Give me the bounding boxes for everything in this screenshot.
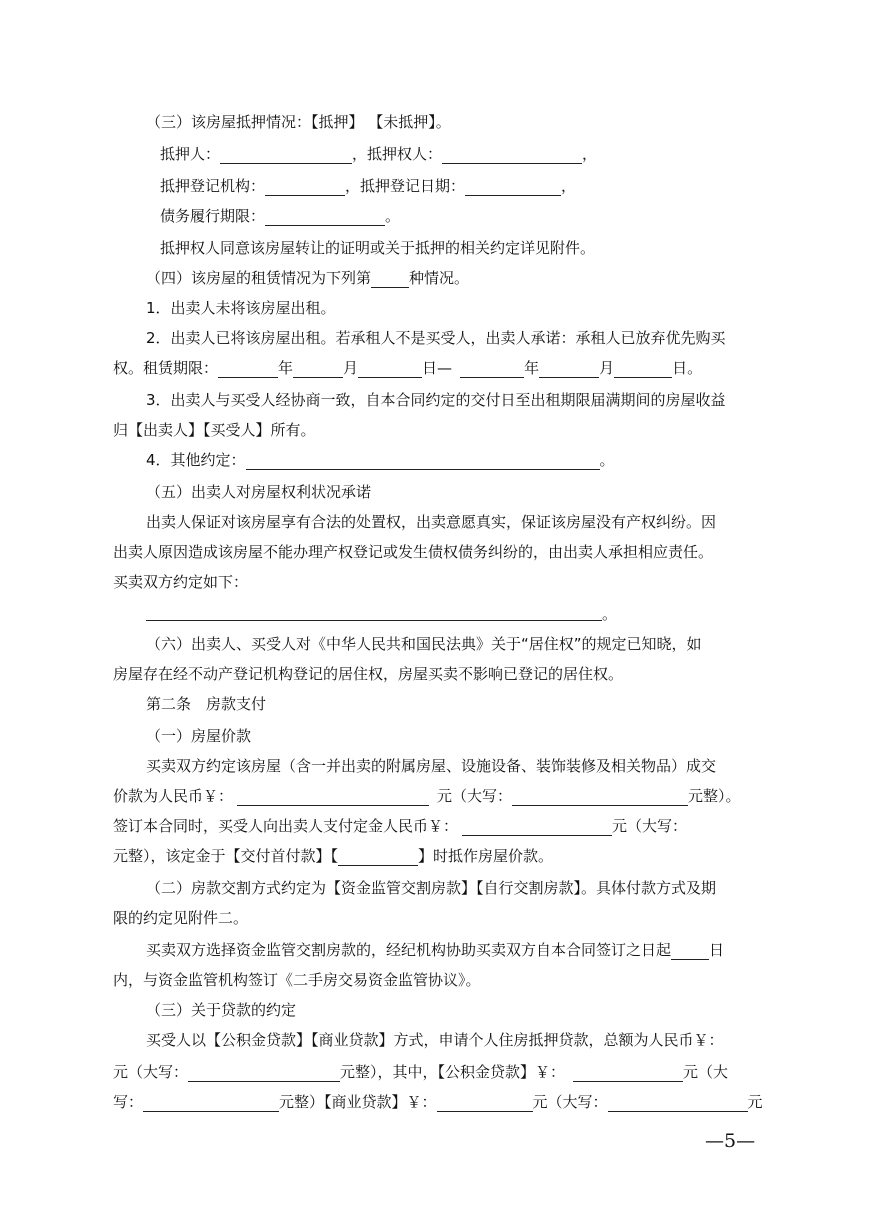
mortgage-registry-line xyxy=(160,176,576,196)
end-day-label: 日。 xyxy=(672,359,703,377)
lease-item-3-cont: 归【出卖人】【买受人】所有。 xyxy=(113,421,316,439)
price-amount-line xyxy=(113,786,741,806)
registry-blank[interactable] xyxy=(265,177,345,196)
mortgagee-label: ，抵押权人： xyxy=(352,145,443,163)
provident-capital-blank[interactable] xyxy=(143,1093,279,1112)
mortgagee-end: ， xyxy=(582,145,598,163)
rights-paragraph-1: 出卖人保证对该房屋享有合法的处置权，出卖意愿真实，保证该房屋没有产权纠纷。因 xyxy=(146,513,717,531)
mortgagor-label: 抵押人： xyxy=(160,145,221,163)
other-agreement-end: 。 xyxy=(599,451,615,469)
mortgagor-blank[interactable] xyxy=(220,145,352,164)
price-paragraph: 买卖双方约定该房屋（含一并出卖的附属房屋、设施设备、装饰装修及相关物品）成交 xyxy=(146,757,717,775)
escrow-line-cont: 内，与资金监管机构签订《二手房交易资金监管协议》。 xyxy=(113,971,481,989)
deposit-label: 签订本合同时，买受人向出卖人支付定金人民币￥： xyxy=(113,817,459,835)
page-number: —5— xyxy=(705,1130,756,1152)
loan-amount-line xyxy=(113,1062,728,1082)
residence-right-paragraph-cont: 房屋存在经不动产登记机构登记的居住权，房屋买卖不影响已登记的居住权。 xyxy=(113,665,624,683)
price-amount-label: 价款为人民币￥： xyxy=(113,787,234,805)
start-day-label: 日— xyxy=(422,359,453,377)
commercial-loan-line xyxy=(113,1092,763,1112)
deposit-capital-label: 元（大写： xyxy=(612,817,688,835)
debt-period-line xyxy=(160,206,400,226)
article-2-heading: 第二条 房款支付 xyxy=(146,695,267,713)
lease-item-2: 2．出卖人已将该房屋出租。若承租人不是买受人，出卖人承诺：承租人已放弃优先购买 xyxy=(146,329,726,347)
loan-heading: （三）关于贷款的约定 xyxy=(146,1001,297,1019)
lease-item-4 xyxy=(146,450,615,470)
registry-label: 抵押登记机构： xyxy=(160,177,266,195)
end-year-blank[interactable] xyxy=(460,359,524,378)
price-heading: （一）房屋价款 xyxy=(146,727,252,745)
end-month-label: 月 xyxy=(599,359,615,377)
provident-capital-label: 写： xyxy=(113,1093,144,1111)
escrow-line xyxy=(146,940,724,960)
other-agreement-blank[interactable] xyxy=(246,451,600,470)
end-month-blank[interactable] xyxy=(539,359,599,378)
registry-end: ， xyxy=(561,177,577,195)
lease-period-line xyxy=(113,358,702,378)
price-capital-blank[interactable] xyxy=(512,787,688,806)
price-amount-blank[interactable] xyxy=(237,787,429,806)
rights-agreement-blank[interactable] xyxy=(146,620,602,621)
start-month-blank[interactable] xyxy=(293,359,343,378)
end-year-label: 年 xyxy=(524,359,540,377)
debt-period-blank[interactable] xyxy=(265,207,385,226)
commercial-capital-label: 元（大写： xyxy=(532,1093,608,1111)
loan-capital-label: 元（大写： xyxy=(113,1063,189,1081)
registry-date-blank[interactable] xyxy=(465,177,561,196)
provident-fund-amount-blank[interactable] xyxy=(573,1063,683,1082)
lease-heading-line xyxy=(146,268,469,288)
provident-fund-capital-label: 元（大 xyxy=(683,1063,729,1081)
end-day-blank[interactable] xyxy=(614,359,672,378)
rights-paragraph-2: 出卖人原因造成该房屋不能办理产权登记或发生债权债务纠纷的，由出卖人承担相应责任。 xyxy=(113,543,714,561)
start-year-label: 年 xyxy=(278,359,294,377)
other-agreement-label: 4．其他约定： xyxy=(146,451,246,469)
rights-agreement-label: 买卖双方约定如下： xyxy=(113,573,249,591)
loan-capital-blank[interactable] xyxy=(188,1063,340,1082)
residence-right-paragraph: （六）出卖人、买受人对《中华人民共和国民法典》关于“居住权”的规定已知晓，如 xyxy=(146,635,702,653)
lease-item-3: 3．出卖人与买受人经协商一致，自本合同约定的交付日至出租期限届满期间的房屋收益 xyxy=(146,391,726,409)
commercial-capital-blank[interactable] xyxy=(608,1093,748,1112)
loan-paragraph: 买受人以【公积金贷款】【商业贷款】方式，申请个人住房抵押贷款，总额为人民币￥： xyxy=(146,1031,724,1049)
start-day-blank[interactable] xyxy=(358,359,422,378)
escrow-days-blank[interactable] xyxy=(671,941,709,960)
start-year-blank[interactable] xyxy=(218,359,278,378)
price-capital-end: 元整）。 xyxy=(688,787,741,805)
deposit-offset-blank[interactable] xyxy=(338,847,418,866)
lease-item-1: 1．出卖人未将该房屋出租。 xyxy=(146,299,336,317)
rights-agreement-end: 。 xyxy=(602,605,618,623)
lease-heading-end: 种情况。 xyxy=(409,269,470,287)
paragraph-mortgage-status: （三）该房屋抵押情况：【抵押】 【未抵押】。 xyxy=(146,113,451,131)
price-capital-label: 元（大写： xyxy=(437,787,513,805)
debt-period-end: 。 xyxy=(385,207,401,225)
commercial-loan-amount-blank[interactable] xyxy=(437,1093,533,1112)
deposit-amount-blank[interactable] xyxy=(462,817,612,836)
deposit-offset-line xyxy=(113,846,553,866)
payment-method-paragraph: （二）房款交割方式约定为【资金监管交割房款】【自行交割房款】。具体付款方式及期 xyxy=(146,879,717,897)
lease-period-label: 权。租赁期限： xyxy=(113,359,219,377)
rights-heading: （五）出卖人对房屋权利状况承诺 xyxy=(146,483,372,501)
mortgagee-blank[interactable] xyxy=(442,145,582,164)
lease-case-blank[interactable] xyxy=(371,269,409,288)
registry-date-label: ，抵押登记日期： xyxy=(345,177,466,195)
lease-heading-label: （四）该房屋的租赁情况为下列第 xyxy=(146,269,372,287)
payment-method-cont: 限的约定见附件二。 xyxy=(113,909,249,927)
mortgagee-consent-text: 抵押权人同意该房屋转让的证明或关于抵押的相关约定详见附件。 xyxy=(160,239,596,257)
escrow-days-unit: 日 xyxy=(709,941,725,959)
debt-period-label: 债务履行期限： xyxy=(160,207,266,225)
commercial-capital-end: 元 xyxy=(747,1093,763,1111)
escrow-label: 买卖双方选择资金监管交割房款的，经纪机构协助买卖双方自本合同签订之日起 xyxy=(146,941,672,959)
mortgagor-line xyxy=(160,144,597,164)
deposit-line xyxy=(113,816,687,836)
provident-fund-label: 元整），其中，【公积金贷款】￥： xyxy=(340,1063,566,1081)
commercial-loan-label: 元整）【商业贷款】￥： xyxy=(279,1093,437,1111)
deposit-offset-end: 】时抵作房屋价款。 xyxy=(418,847,554,865)
deposit-offset-label: 元整），该定金于【交付首付款】【 xyxy=(113,847,339,865)
start-month-label: 月 xyxy=(343,359,359,377)
